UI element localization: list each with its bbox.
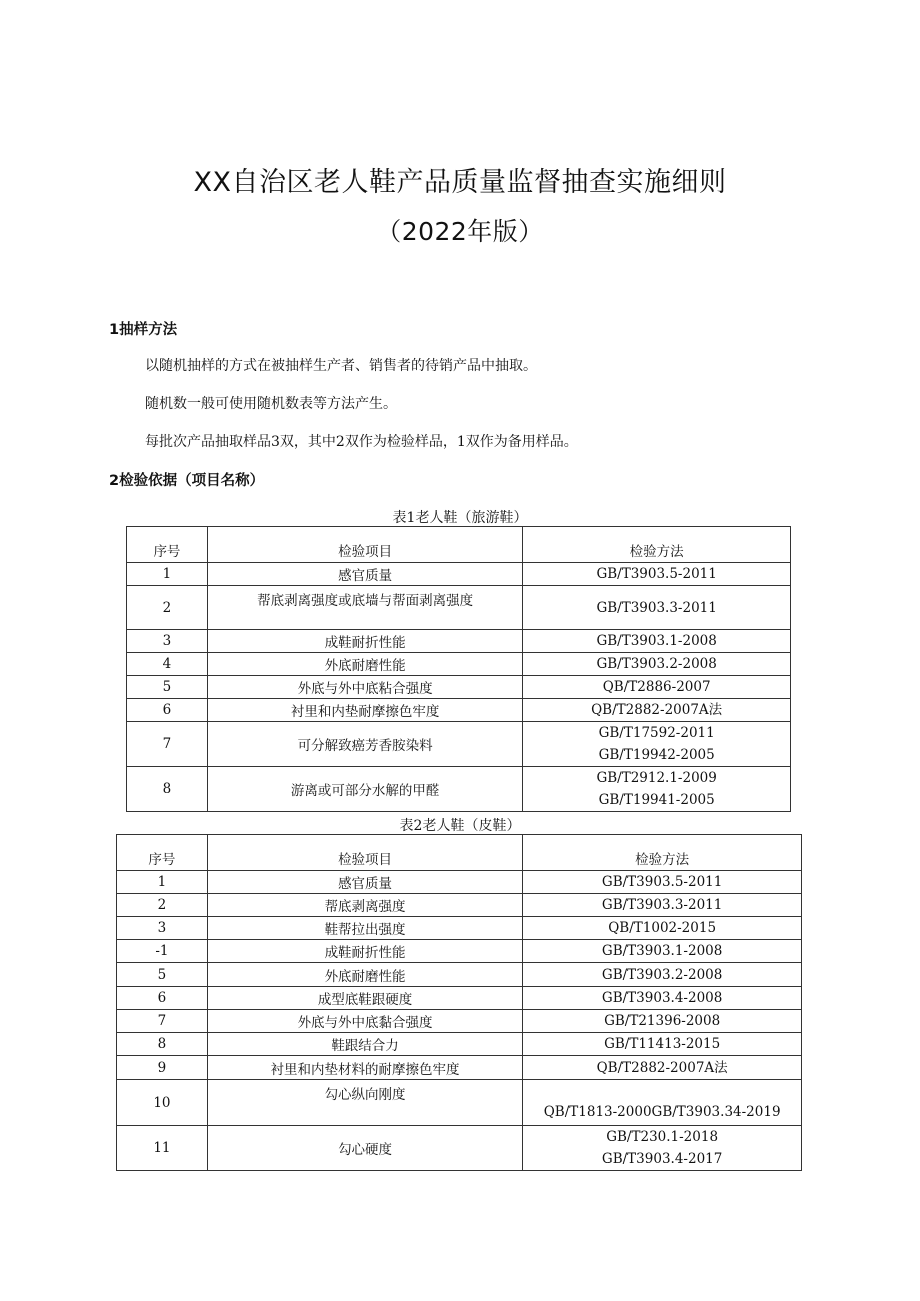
inspection-method [523,586,791,630]
inspection-item: 成型底鞋跟硬度 [207,987,522,1010]
inspection-method [523,1080,802,1126]
method-standard: GB/T21396-2008 [604,1013,721,1029]
inspection-item: 鞋跟结合力 [207,1033,522,1056]
inspection-method [523,987,802,1010]
paragraph: 每批次产品抽取样品3双，其中2双作为检验样品，1双作为备用样品。 [145,434,578,450]
inspection-method [523,894,802,917]
method-standard: GB/T3903.2-2008 [601,966,723,983]
row-number: 3 [117,917,208,940]
row-number: 8 [117,1033,208,1056]
method-standard: QB/T2882-2007A法 [591,702,723,718]
inspection-method [523,676,791,699]
inspection-item: 衬里和内垫材料的耐摩擦色牢度 [207,1056,522,1080]
table-body [127,563,791,812]
method-standard: GB/T3903.5-2011 [601,874,723,890]
inspection-item: 游离或可部分水解的甲醛 [207,767,522,812]
row-number: 2 [127,586,208,630]
table-row [127,586,791,630]
method-standard: GB/T3903.3-2011 [596,599,717,616]
inspection-method [523,940,802,963]
row-number: 3 [127,630,208,653]
inspection-item: 鞋帮拉出强度 [207,917,522,940]
table-row [127,699,791,722]
method-standard: GB/T3903.4-2017 [601,1151,723,1167]
inspection-method [523,917,802,940]
paragraph: 以随机抽样的方式在被抽样生产者、销售者的待销产品中抽取。 [145,358,537,374]
table-row [117,1056,802,1080]
row-number: 7 [117,1010,208,1033]
table-row [117,917,802,940]
row-number: 9 [117,1056,208,1080]
row-number: 5 [117,963,208,987]
method-standard: QB/T1002-2015 [608,920,717,936]
inspection-method [523,699,791,722]
row-number: 10 [117,1080,208,1126]
inspection-table-leather-shoes [116,834,802,1171]
column-header: 检验方法 [523,835,802,871]
table-row [117,1080,802,1126]
inspection-item: 衬里和内垫耐摩擦色牢度 [207,699,522,722]
row-number: 11 [117,1126,208,1171]
section-heading-sampling: 1抽样方法 [109,322,178,338]
inspection-item: 外底耐磨性能 [207,963,522,987]
row-number: 1 [117,871,208,894]
inspection-item: 外底与外中底黏合强度 [207,1010,522,1033]
row-number: 6 [117,987,208,1010]
table-caption: 表2老人鞋（皮鞋） [399,818,521,834]
page-subtitle: （2022年版） [376,217,544,246]
row-number: 7 [127,722,208,767]
method-standard: GB/T3903.3-2011 [601,897,723,913]
inspection-item: 勾心硬度 [207,1126,522,1171]
inspection-method [523,1126,802,1171]
table-row [127,767,791,812]
inspection-method [523,630,791,653]
column-header: 检验项目 [207,527,522,563]
method-standard: GB/T19942-2005 [598,747,715,763]
inspection-item: 感官质量 [207,871,522,894]
column-header: 检验方法 [523,527,791,563]
row-number: 6 [127,699,208,722]
method-standard: GB/T3903.2-2008 [596,656,717,672]
table-row [117,1126,802,1171]
inspection-method [523,722,791,767]
row-number: 1 [127,563,208,586]
inspection-method [523,1033,802,1056]
table-row [117,963,802,987]
row-number: 5 [127,676,208,699]
table-row [127,722,791,767]
inspection-method [523,1010,802,1033]
column-header: 检验项目 [207,835,522,871]
method-standard: GB/T19941-2005 [598,792,715,808]
inspection-item: 感官质量 [207,563,522,586]
paragraph: 随机数一般可使用随机数表等方法产生。 [145,396,397,412]
inspection-item: 外底耐磨性能 [207,653,522,676]
method-standard: QB/T2886-2007 [602,679,711,695]
inspection-item: 勾心纵向刚度 [207,1080,522,1126]
method-standard: GB/T3903.4-2008 [601,990,723,1006]
table-row [127,630,791,653]
inspection-method [523,563,791,586]
table-row [127,653,791,676]
table-row [117,1010,802,1033]
table-row [127,563,791,586]
inspection-item: 外底与外中底粘合强度 [207,676,522,699]
inspection-item: 帮底剥离强度 [207,894,522,917]
table-row [127,676,791,699]
method-standard: GB/T3903.1-2008 [601,943,723,959]
inspection-item: 成鞋耐折性能 [207,630,522,653]
method-standard: GB/T3903.1-2008 [596,633,717,649]
method-standard: QB/T2882-2007A法 [596,1059,728,1076]
table-row [117,987,802,1010]
inspection-method [523,653,791,676]
method-standard: GB/T2912.1-2009 [596,770,717,786]
inspection-item: 帮底剥离强度或底墙与帮面剥离强度 [207,586,522,630]
method-standard: GB/T11413-2015 [604,1036,721,1052]
inspection-item: 可分解致癌芳香胺染料 [207,722,522,767]
row-number: 4 [127,653,208,676]
table-row [117,894,802,917]
inspection-item: 成鞋耐折性能 [207,940,522,963]
row-number: 2 [117,894,208,917]
column-header: 序号 [127,527,208,563]
method-standard: QB/T1813-2000GB/T3903.34-2019 [543,1104,781,1120]
row-number: -1 [117,940,208,963]
page-title: XX自治区老人鞋产品质量监督抽查实施细则 [193,167,727,198]
inspection-method [523,871,802,894]
method-standard: GB/T230.1-2018 [606,1129,719,1145]
inspection-method [523,963,802,987]
section-heading-basis: 2检验依据（项目名称） [109,473,265,489]
inspection-method [523,1056,802,1080]
table-body [117,871,802,1171]
row-number: 8 [127,767,208,812]
table-row [117,940,802,963]
method-standard: GB/T3903.5-2011 [596,566,717,582]
table-row [117,871,802,894]
table-caption: 表1老人鞋（旅游鞋） [392,510,528,526]
method-standard: GB/T17592-2011 [598,725,715,741]
table-row [117,1033,802,1056]
inspection-table-travel-shoes [126,526,791,812]
inspection-method [523,767,791,812]
column-header: 序号 [117,835,208,871]
